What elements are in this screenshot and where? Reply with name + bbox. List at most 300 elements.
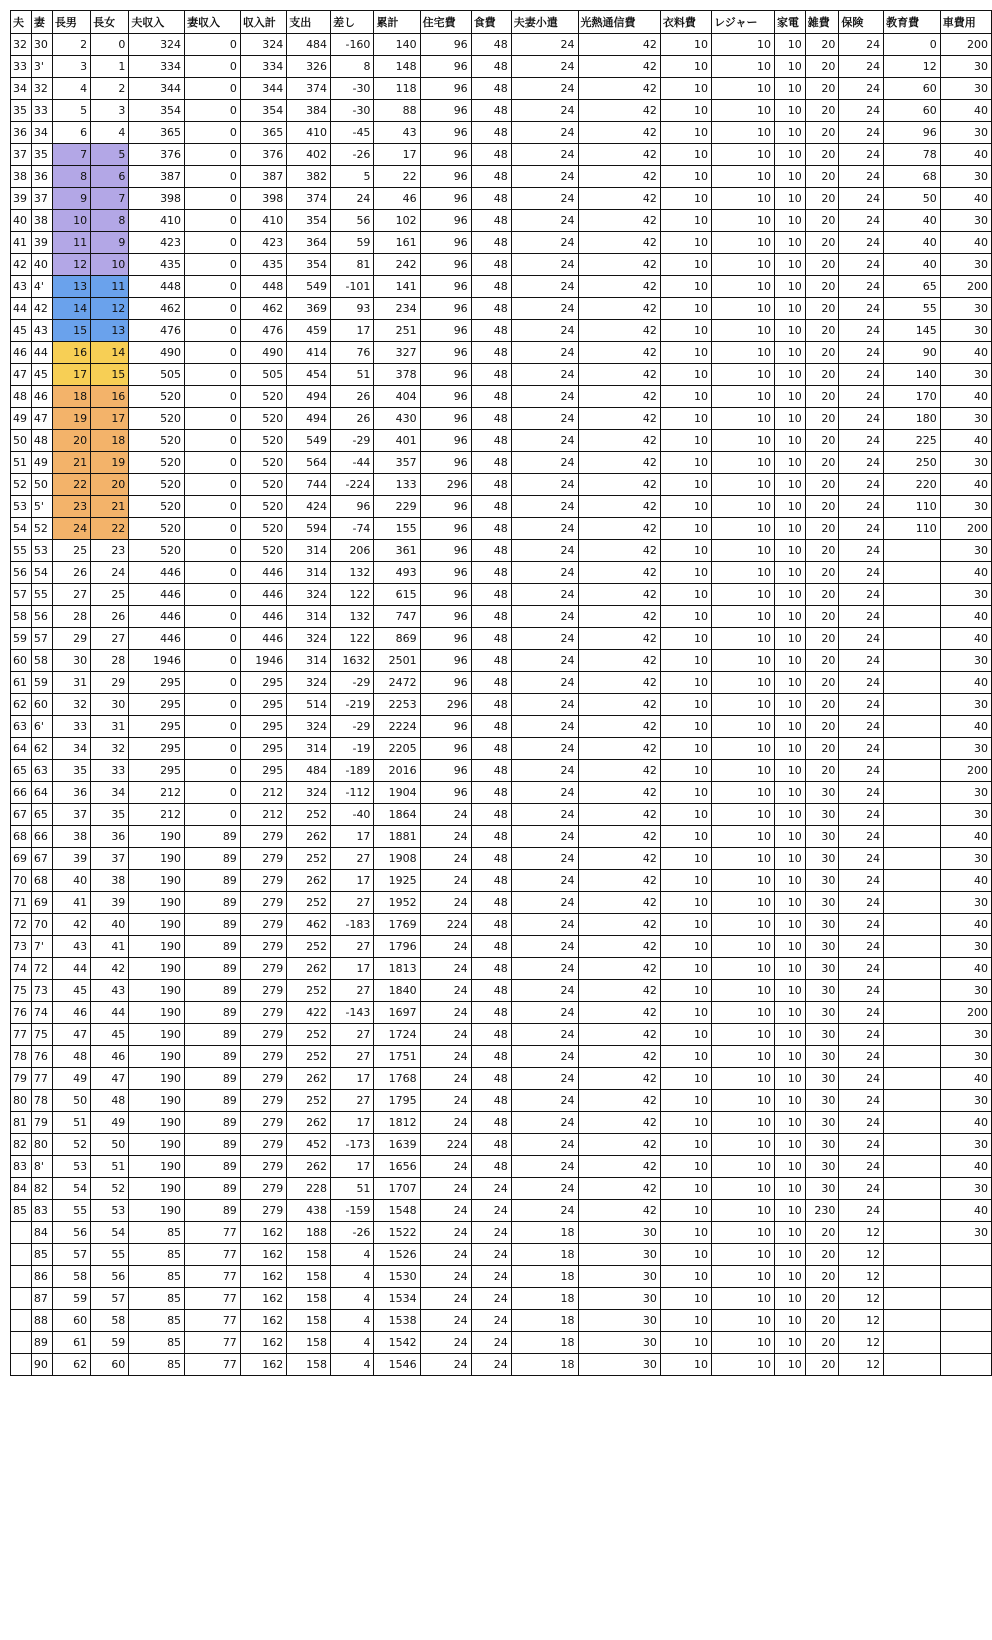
- table-cell: [884, 1266, 941, 1288]
- table-row: [11, 1156, 992, 1178]
- table-cell: 20: [805, 100, 839, 122]
- table-cell: 24: [839, 1090, 884, 1112]
- table-cell: 10: [91, 254, 129, 276]
- table-cell: 24: [839, 452, 884, 474]
- table-cell: 2016: [374, 760, 420, 782]
- table-cell: 30: [940, 78, 991, 100]
- table-cell: 10: [712, 1244, 775, 1266]
- table-row: [11, 848, 992, 870]
- table-row: [11, 1090, 992, 1112]
- table-cell: [884, 738, 941, 760]
- table-cell: 42: [578, 672, 660, 694]
- table-cell: 8: [52, 166, 90, 188]
- table-cell: 36: [31, 166, 52, 188]
- table-cell: 96: [420, 210, 471, 232]
- table-cell: 10: [712, 364, 775, 386]
- table-cell: 296: [420, 474, 471, 496]
- table-cell: -30: [331, 78, 374, 100]
- table-cell: 57: [91, 1288, 129, 1310]
- table-cell: 37: [11, 144, 32, 166]
- table-cell: 30: [578, 1310, 660, 1332]
- table-cell: 10: [712, 78, 775, 100]
- table-cell: 48: [471, 122, 511, 144]
- table-cell: 89: [185, 1112, 241, 1134]
- table-cell: 20: [805, 254, 839, 276]
- table-cell: 96: [420, 100, 471, 122]
- table-cell: 10: [660, 1310, 711, 1332]
- table-cell: 279: [240, 1112, 286, 1134]
- table-cell: 42: [578, 452, 660, 474]
- table-cell: 374: [287, 188, 331, 210]
- table-cell: 24: [511, 716, 578, 738]
- table-cell: 10: [660, 78, 711, 100]
- table-cell: 452: [287, 1134, 331, 1156]
- table-cell: 387: [240, 166, 286, 188]
- table-cell: 24: [511, 452, 578, 474]
- table-cell: 30: [940, 1090, 991, 1112]
- table-cell: 190: [129, 1046, 185, 1068]
- table-cell: 10: [712, 56, 775, 78]
- table-cell: 42: [578, 1156, 660, 1178]
- table-cell: 31: [91, 716, 129, 738]
- table-cell: 10: [775, 408, 806, 430]
- table-cell: 140: [374, 34, 420, 56]
- table-cell: [884, 936, 941, 958]
- table-cell: 20: [805, 1288, 839, 1310]
- table-cell: 89: [185, 1002, 241, 1024]
- table-cell: 30: [940, 496, 991, 518]
- table-cell: 17: [331, 1068, 374, 1090]
- table-cell: 10: [775, 1310, 806, 1332]
- table-cell: 10: [660, 870, 711, 892]
- table-cell: 48: [471, 188, 511, 210]
- table-cell: 520: [129, 430, 185, 452]
- table-cell: 38: [11, 166, 32, 188]
- table-cell: 42: [578, 430, 660, 452]
- table-cell: 10: [712, 628, 775, 650]
- table-cell: 42: [578, 716, 660, 738]
- table-cell: 10: [712, 892, 775, 914]
- table-cell: -219: [331, 694, 374, 716]
- table-cell: 376: [129, 144, 185, 166]
- table-cell: 365: [129, 122, 185, 144]
- table-cell: 24: [511, 144, 578, 166]
- table-cell: 30: [805, 1046, 839, 1068]
- table-cell: 42: [578, 1002, 660, 1024]
- table-cell: 42: [578, 650, 660, 672]
- table-cell: 384: [287, 100, 331, 122]
- table-cell: 46: [52, 1002, 90, 1024]
- table-cell: 30: [940, 166, 991, 188]
- table-cell: 448: [129, 276, 185, 298]
- table-cell: [884, 892, 941, 914]
- table-cell: 48: [471, 672, 511, 694]
- table-cell: 96: [420, 650, 471, 672]
- table-cell: 96: [420, 166, 471, 188]
- table-cell: 10: [712, 584, 775, 606]
- table-cell: 484: [287, 34, 331, 56]
- table-cell: 520: [129, 518, 185, 540]
- table-cell: 4: [331, 1354, 374, 1376]
- table-cell: 10: [660, 716, 711, 738]
- table-cell: 161: [374, 232, 420, 254]
- table-cell: 30: [805, 1156, 839, 1178]
- table-cell: 42: [578, 1046, 660, 1068]
- table-cell: 24: [420, 1310, 471, 1332]
- table-cell: 42: [578, 540, 660, 562]
- table-cell: -45: [331, 122, 374, 144]
- table-cell: 279: [240, 1002, 286, 1024]
- table-cell: 59: [52, 1288, 90, 1310]
- table-cell: 250: [884, 452, 941, 474]
- table-cell: 79: [11, 1068, 32, 1090]
- table-cell: 326: [287, 56, 331, 78]
- column-header: レジャー: [712, 11, 775, 34]
- column-header: 教育費: [884, 11, 941, 34]
- table-cell: 190: [129, 826, 185, 848]
- table-cell: 16: [91, 386, 129, 408]
- table-cell: 48: [471, 452, 511, 474]
- table-cell: 24: [839, 276, 884, 298]
- table-cell: 42: [578, 276, 660, 298]
- table-cell: 228: [287, 1178, 331, 1200]
- table-cell: 85: [129, 1288, 185, 1310]
- table-cell: 96: [420, 628, 471, 650]
- table-cell: 24: [511, 936, 578, 958]
- table-cell: 279: [240, 1134, 286, 1156]
- table-cell: 279: [240, 826, 286, 848]
- table-cell: 10: [775, 276, 806, 298]
- table-row: [11, 1332, 992, 1354]
- table-cell: 12: [839, 1354, 884, 1376]
- table-cell: 24: [511, 826, 578, 848]
- table-cell: 24: [511, 1046, 578, 1068]
- table-cell: 30: [578, 1244, 660, 1266]
- table-cell: 35: [52, 760, 90, 782]
- table-cell: 40: [940, 958, 991, 980]
- table-cell: 10: [660, 1200, 711, 1222]
- table-cell: 0: [185, 650, 241, 672]
- table-cell: 206: [331, 540, 374, 562]
- table-cell: 20: [805, 166, 839, 188]
- table-cell: 279: [240, 1156, 286, 1178]
- table-cell: 1546: [374, 1354, 420, 1376]
- table-cell: 24: [511, 100, 578, 122]
- table-cell: 252: [287, 892, 331, 914]
- table-cell: -159: [331, 1200, 374, 1222]
- table-cell: 53: [52, 1156, 90, 1178]
- table-cell: 42: [578, 408, 660, 430]
- table-cell: 520: [240, 496, 286, 518]
- table-cell: 66: [11, 782, 32, 804]
- table-cell: 96: [420, 122, 471, 144]
- table-cell: 56: [331, 210, 374, 232]
- table-cell: 10: [712, 254, 775, 276]
- table-cell: 10: [660, 298, 711, 320]
- table-cell: 615: [374, 584, 420, 606]
- table-cell: 20: [805, 474, 839, 496]
- table-cell: 42: [578, 1178, 660, 1200]
- table-cell: 10: [660, 672, 711, 694]
- table-row: [11, 1354, 992, 1376]
- table-cell: 324: [240, 34, 286, 56]
- table-cell: 24: [511, 518, 578, 540]
- table-cell: 10: [712, 166, 775, 188]
- table-cell: 520: [240, 452, 286, 474]
- table-cell: 42: [578, 56, 660, 78]
- table-cell: 0: [185, 606, 241, 628]
- table-cell: 32: [11, 34, 32, 56]
- table-cell: 30: [940, 936, 991, 958]
- table-cell: 10: [712, 1002, 775, 1024]
- table-cell: 68: [11, 826, 32, 848]
- table-cell: 0: [185, 760, 241, 782]
- table-cell: [884, 1112, 941, 1134]
- table-cell: 46: [91, 1046, 129, 1068]
- table-cell: 10: [660, 1024, 711, 1046]
- table-row: [11, 1134, 992, 1156]
- table-cell: 10: [775, 1046, 806, 1068]
- table-cell: 10: [775, 936, 806, 958]
- table-row: [11, 276, 992, 298]
- table-cell: 24: [511, 276, 578, 298]
- table-cell: 83: [11, 1156, 32, 1178]
- table-cell: 48: [91, 1090, 129, 1112]
- table-cell: 10: [660, 408, 711, 430]
- table-cell: 2472: [374, 672, 420, 694]
- table-cell: 24: [420, 1332, 471, 1354]
- table-cell: 1864: [374, 804, 420, 826]
- table-cell: 279: [240, 914, 286, 936]
- table-cell: 68: [884, 166, 941, 188]
- table-cell: 354: [240, 100, 286, 122]
- table-cell: 48: [31, 430, 52, 452]
- table-cell: 10: [775, 1354, 806, 1376]
- table-cell: 20: [805, 144, 839, 166]
- table-cell: 18: [511, 1266, 578, 1288]
- table-cell: 20: [805, 298, 839, 320]
- table-cell: 62: [31, 738, 52, 760]
- table-cell: 0: [185, 386, 241, 408]
- table-cell: 52: [91, 1178, 129, 1200]
- table-cell: 462: [240, 298, 286, 320]
- table-cell: 10: [775, 892, 806, 914]
- table-cell: 520: [240, 540, 286, 562]
- table-cell: 24: [471, 1332, 511, 1354]
- table-cell: 10: [660, 386, 711, 408]
- table-row: [11, 430, 992, 452]
- table-cell: 40: [91, 914, 129, 936]
- table-cell: 20: [805, 342, 839, 364]
- table-cell: 190: [129, 1002, 185, 1024]
- table-cell: 24: [839, 1024, 884, 1046]
- table-cell: 48: [471, 870, 511, 892]
- table-cell: 24: [511, 804, 578, 826]
- table-cell: 67: [31, 848, 52, 870]
- table-cell: -160: [331, 34, 374, 56]
- table-cell: 48: [471, 958, 511, 980]
- table-cell: 42: [578, 848, 660, 870]
- table-row: [11, 892, 992, 914]
- table-cell: 279: [240, 892, 286, 914]
- table-cell: -19: [331, 738, 374, 760]
- table-cell: 10: [660, 1244, 711, 1266]
- table-cell: 13: [91, 320, 129, 342]
- table-cell: 122: [331, 584, 374, 606]
- table-cell: 42: [578, 188, 660, 210]
- table-cell: 51: [331, 1178, 374, 1200]
- table-cell: 10: [660, 936, 711, 958]
- table-cell: 20: [805, 452, 839, 474]
- table-row: [11, 166, 992, 188]
- header-row: [11, 11, 992, 34]
- table-cell: 505: [240, 364, 286, 386]
- table-cell: 10: [660, 1222, 711, 1244]
- table-cell: 0: [185, 56, 241, 78]
- table-cell: 48: [471, 936, 511, 958]
- table-cell: 24: [471, 1178, 511, 1200]
- table-cell: -26: [331, 1222, 374, 1244]
- table-cell: 60: [31, 694, 52, 716]
- table-cell: 55: [52, 1200, 90, 1222]
- table-row: [11, 826, 992, 848]
- table-cell: 20: [805, 606, 839, 628]
- table-cell: 48: [471, 166, 511, 188]
- table-cell: 60: [52, 1310, 90, 1332]
- table-cell: 295: [240, 694, 286, 716]
- table-cell: 24: [839, 738, 884, 760]
- table-cell: 57: [52, 1244, 90, 1266]
- table-cell: 48: [471, 210, 511, 232]
- table-cell: 24: [839, 166, 884, 188]
- table-cell: 40: [940, 628, 991, 650]
- table-cell: 20: [805, 210, 839, 232]
- table-cell: 10: [775, 122, 806, 144]
- table-cell: 40: [940, 232, 991, 254]
- table-cell: [884, 980, 941, 1002]
- table-cell: 12: [839, 1332, 884, 1354]
- table-cell: 20: [805, 672, 839, 694]
- table-cell: 48: [471, 408, 511, 430]
- table-cell: 40: [940, 144, 991, 166]
- table-cell: -101: [331, 276, 374, 298]
- table-cell: 60: [11, 650, 32, 672]
- table-cell: 0: [185, 562, 241, 584]
- table-cell: 20: [805, 694, 839, 716]
- table-cell: 11: [91, 276, 129, 298]
- table-row: [11, 34, 992, 56]
- table-cell: 10: [775, 364, 806, 386]
- table-row: [11, 782, 992, 804]
- table-cell: 78: [884, 144, 941, 166]
- table-cell: 365: [240, 122, 286, 144]
- table-cell: 48: [471, 474, 511, 496]
- table-cell: 72: [11, 914, 32, 936]
- table-cell: 564: [287, 452, 331, 474]
- table-cell: 404: [374, 386, 420, 408]
- table-cell: 52: [31, 518, 52, 540]
- table-cell: 10: [660, 584, 711, 606]
- table-cell: 462: [129, 298, 185, 320]
- table-cell: 10: [712, 826, 775, 848]
- table-cell: 42: [578, 760, 660, 782]
- table-cell: 42: [578, 892, 660, 914]
- table-cell: 24: [471, 1310, 511, 1332]
- table-row: [11, 1310, 992, 1332]
- table-cell: 1724: [374, 1024, 420, 1046]
- table-cell: [884, 760, 941, 782]
- table-cell: 27: [52, 584, 90, 606]
- table-cell: 24: [511, 474, 578, 496]
- table-cell: 23: [52, 496, 90, 518]
- table-cell: 24: [511, 738, 578, 760]
- table-cell: 89: [185, 980, 241, 1002]
- table-cell: 4': [31, 276, 52, 298]
- table-cell: 36: [11, 122, 32, 144]
- table-cell: 85: [31, 1244, 52, 1266]
- table-cell: 10: [660, 1332, 711, 1354]
- table-row: [11, 584, 992, 606]
- table-cell: 30: [940, 364, 991, 386]
- table-cell: 59: [331, 232, 374, 254]
- table-cell: 63: [31, 760, 52, 782]
- table-cell: 24: [511, 672, 578, 694]
- table-cell: 10: [712, 320, 775, 342]
- table-cell: -143: [331, 1002, 374, 1024]
- table-cell: 35: [31, 144, 52, 166]
- table-cell: 89: [185, 892, 241, 914]
- table-cell: 24: [511, 232, 578, 254]
- table-cell: -40: [331, 804, 374, 826]
- table-cell: 49: [31, 452, 52, 474]
- table-cell: 42: [578, 210, 660, 232]
- column-header: 妻収入: [185, 11, 241, 34]
- table-cell: 170: [884, 386, 941, 408]
- table-cell: 42: [578, 1090, 660, 1112]
- table-cell: 85: [11, 1200, 32, 1222]
- table-row: [11, 628, 992, 650]
- table-cell: 401: [374, 430, 420, 452]
- table-cell: 10: [660, 364, 711, 386]
- table-cell: 33: [91, 760, 129, 782]
- table-row: [11, 474, 992, 496]
- table-cell: 10: [52, 210, 90, 232]
- table-cell: 10: [712, 518, 775, 540]
- table-cell: 42: [578, 78, 660, 100]
- table-cell: 1946: [240, 650, 286, 672]
- table-cell: 79: [31, 1112, 52, 1134]
- table-cell: 190: [129, 1112, 185, 1134]
- table-cell: 26: [52, 562, 90, 584]
- table-cell: 74: [31, 1002, 52, 1024]
- table-cell: 20: [805, 34, 839, 56]
- table-cell: 190: [129, 1200, 185, 1222]
- table-cell: 229: [374, 496, 420, 518]
- table-cell: 24: [839, 386, 884, 408]
- table-row: [11, 320, 992, 342]
- table-cell: 43: [374, 122, 420, 144]
- table-cell: 24: [511, 254, 578, 276]
- table-cell: 24: [839, 56, 884, 78]
- table-cell: 0: [185, 34, 241, 56]
- table-cell: 24: [420, 1354, 471, 1376]
- table-cell: 17: [331, 870, 374, 892]
- table-cell: 10: [775, 78, 806, 100]
- table-cell: 44: [11, 298, 32, 320]
- table-cell: 8: [91, 210, 129, 232]
- table-cell: 200: [940, 276, 991, 298]
- table-cell: 10: [712, 188, 775, 210]
